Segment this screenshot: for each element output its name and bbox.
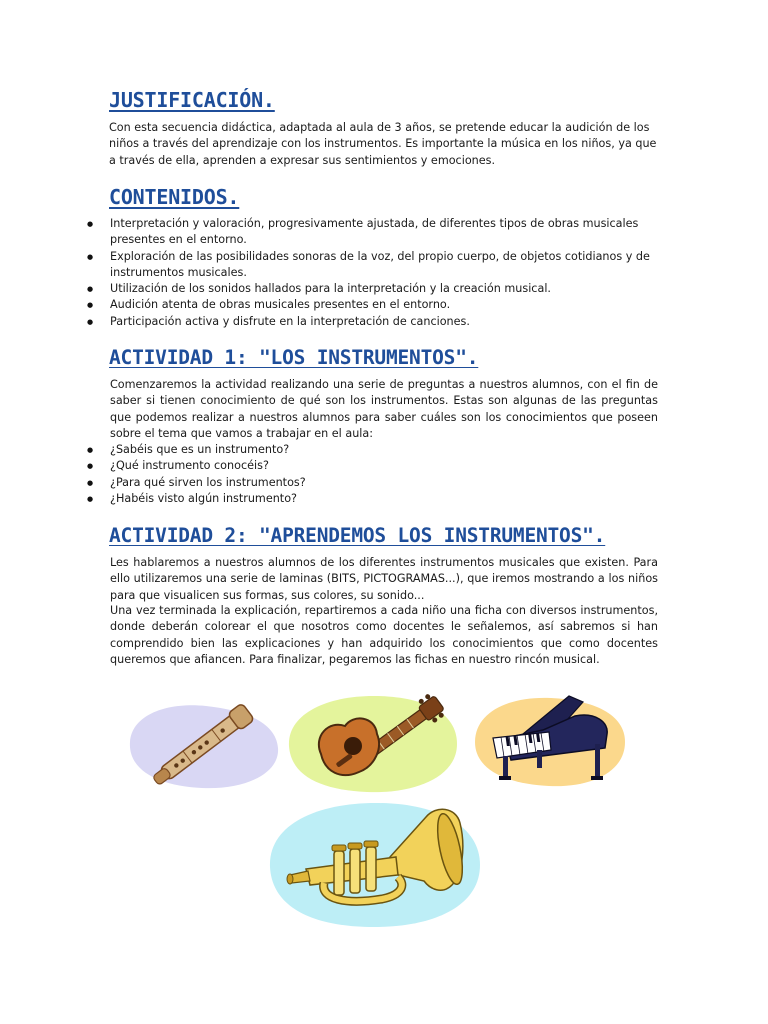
actividad1-questions xyxy=(110,442,658,507)
actividad2-text-1: Les hablaremos a nuestros alumnos de los diferentes instrumentos musicales que existen. Para ello utilizaremos una serie de laminas (BITS, PICTOGRAMAS...), que iremos mostrando a los niños para que visualicen sus formas, sus colores, su sonido... xyxy=(110,556,658,602)
list-item: ● Audición atenta de obras musicales presentes en el entorno. xyxy=(110,297,660,313)
list-item: ● Exploración de las posibilidades sonoras de la voz, del propio cuerpo, de objetos cotidianos y de instrumentos musicales. xyxy=(110,249,660,282)
actividad1-heading: ACTIVIDAD 1: "LOS INSTRUMENTOS". xyxy=(109,346,479,369)
list-item: ● Interpretación y valoración, progresivamente ajustada, de diferentes tipos de obras musicales presentes en el entorno. xyxy=(110,216,660,249)
list-item: ● ¿Para qué sirven los instrumentos? xyxy=(110,475,658,491)
list-item: ● Utilización de los sonidos hallados para la interpretación y la creación musical. xyxy=(110,281,660,297)
list-item: ● Participación activa y disfrute en la interpretación de canciones. xyxy=(110,314,660,330)
contenidos-heading: CONTENIDOS. xyxy=(109,185,240,209)
actividad2-heading: ACTIVIDAD 2: "APRENDEMOS LOS INSTRUMENTOS". xyxy=(109,524,606,547)
list-item: ● ¿Habéis visto algún instrumento? xyxy=(110,491,658,507)
trumpet-icon xyxy=(266,795,484,933)
flute-icon xyxy=(124,698,282,794)
actividad1-text: Comenzaremos la actividad realizando una serie de preguntas a nuestros alumnos, con el fin de saber si tienen conocimiento de qué son los instrumentos. Estas son algunas de las preguntas que podemos realizar a nuestros alumnos para saber cuáles son los conocimientos que poseen sobre el tema que vamos a trabajar en el aula: xyxy=(110,378,658,440)
list-item: ● ¿Sabéis que es un instrumento? xyxy=(110,442,658,458)
actividad2-text-2: Una vez terminada la explicación, repartiremos a cada niño una ficha con diversos instrumentos, donde deberán colorear el que nosotros como docentes le señalemos, así sabremos si han comprendido bien las explicaciones y han adquirido los conocimientos que como docentes queremos que afiancen. Para finalizar, pegaremos las fichas en nuestro rincón musical. xyxy=(110,604,658,666)
piano-icon xyxy=(471,690,629,794)
justificacion-text: Con esta secuencia didáctica, adaptada al aula de 3 años, se pretende educar la audición de los niños a través del aprendizaje con los instrumentos. Es importante la música en los niños, ya que a través de ella, aprenden a expresar sus sentimientos y emociones. xyxy=(109,121,657,167)
guitar-icon xyxy=(283,684,461,798)
list-item: ● ¿Qué instrumento conocéis? xyxy=(110,458,658,474)
justificacion-heading: JUSTIFICACIÓN. xyxy=(109,88,275,112)
contenidos-list xyxy=(110,216,660,330)
